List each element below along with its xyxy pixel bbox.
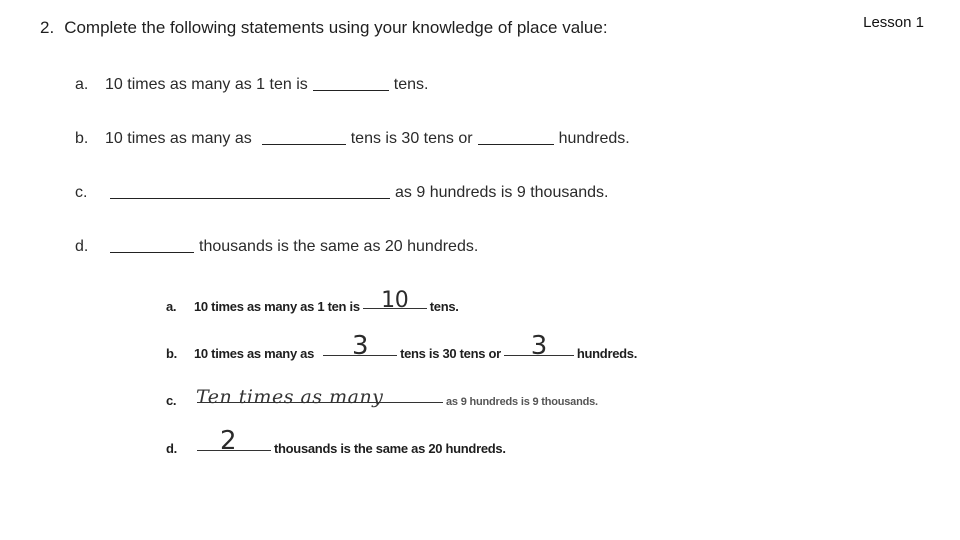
handwritten-answer [194,386,446,408]
answer-blank[interactable] [313,76,389,91]
question-text: thousands is the same as 20 hundreds. [274,441,506,456]
question-text: 10 times as many as [105,130,252,147]
handwritten-answer [360,288,430,314]
question-letter: b. [166,346,177,361]
handwritten-answer-text: 3 [351,331,369,361]
question-letter: a. [75,76,89,93]
handwritten-answer-text: Ten times as many [196,386,384,408]
question-d [75,238,478,256]
question-text: 10 times as many as 1 ten is [194,299,360,314]
question-text: thousands is the same as 20 hundreds. [199,238,479,255]
lesson-label: Lesson 1 [863,14,924,31]
handwritten-answer-text: 2 [220,426,237,456]
question-text: 10 times as many as 1 ten is [105,76,308,93]
question-number: 2. [40,18,55,37]
question-instructions: Complete the following statements using your knowledge of place value: [64,18,608,37]
question-a [75,76,428,94]
handwritten-answer [501,331,577,361]
question-letter: b. [75,130,89,147]
question-letter: d. [75,238,89,255]
handwritten-answer-text: 10 [381,288,409,313]
question-text: as 9 hundreds is 9 thousands. [446,396,598,408]
question-text: hundreds. [558,130,630,147]
question-text: tens is 30 tens or [400,346,501,361]
question-text: 10 times as many as [194,346,315,361]
answered-question-d [166,426,506,456]
answer-blank[interactable] [110,238,194,253]
question-text: tens is 30 tens or [350,130,473,147]
question-letter: c. [75,184,88,201]
handwritten-answer [320,331,400,361]
answer-blank[interactable] [110,184,390,199]
question-text: tens. [393,76,429,93]
answer-blank[interactable] [262,130,346,145]
question-c [75,184,608,202]
answer-blank[interactable] [478,130,554,145]
question-text: hundreds. [576,346,638,361]
handwritten-answer [194,426,274,456]
handwritten-answer-text: 3 [530,331,547,361]
question-letter: a. [166,299,177,314]
question-header [40,18,608,38]
question-b [75,130,630,148]
answered-question-c [166,386,598,408]
question-text: tens. [429,299,459,314]
question-text: as 9 hundreds is 9 thousands. [395,184,609,201]
question-letter: d. [166,441,177,456]
question-letter: c. [166,393,177,408]
answered-question-b [166,331,638,361]
answered-question-a [166,288,459,314]
